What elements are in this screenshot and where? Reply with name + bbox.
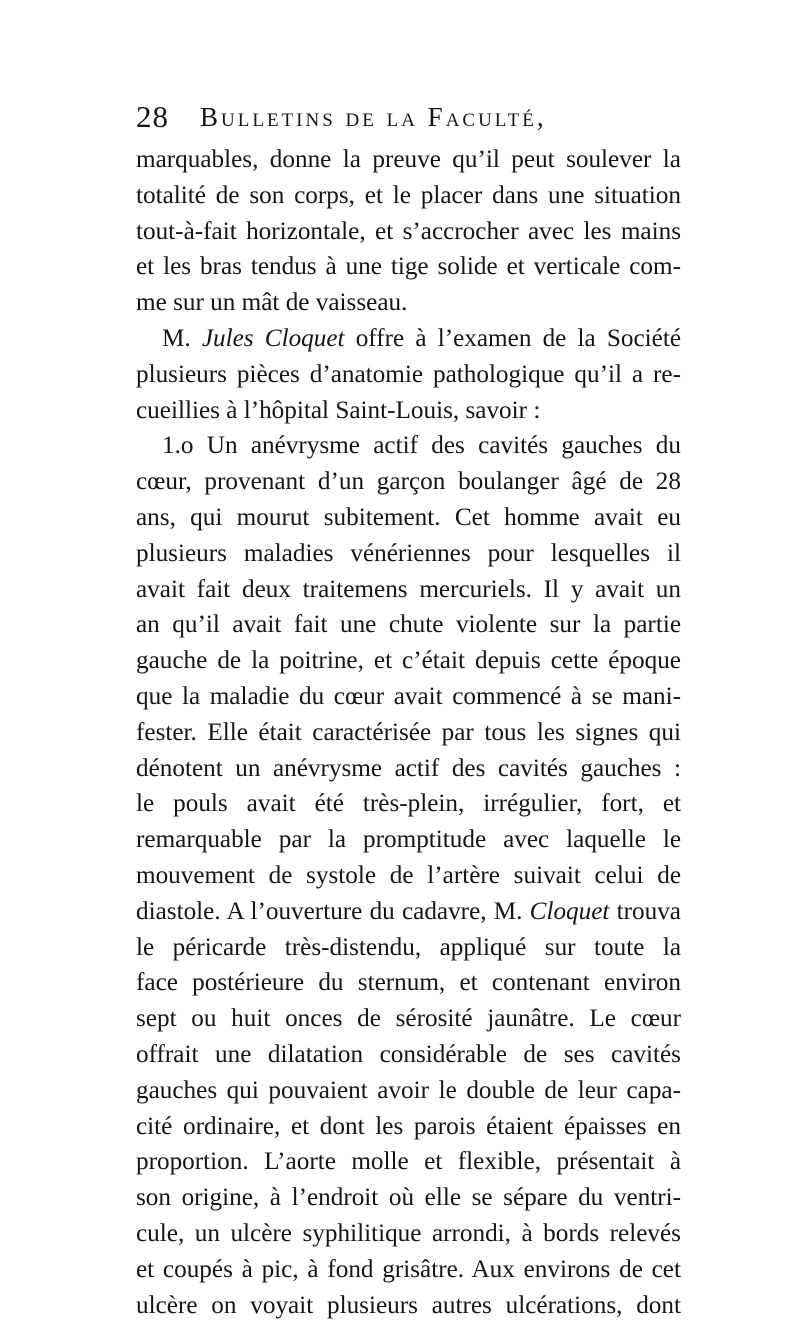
text-line [136,679,681,715]
text-line [136,1144,681,1180]
text-line [136,930,681,966]
page-header [136,97,696,137]
text-line-content: cœur, provenant d’un garçon boulanger âgé de 28 [136,468,681,495]
text-line [136,285,681,321]
text-line-content: fester. Elle était caractérisée par tous les signes qui [136,719,681,746]
text-line-content: gauche de la poitrine, et c’était depuis cette époque [136,647,681,674]
text-line-content: plusieurs pièces d’anatomie pathologique qu’il a re- [136,361,681,388]
text-line-content: et coupés à pic, à fond grisâtre. Aux environs de cet [136,1256,681,1283]
text-line [136,1073,681,1109]
text-line-content: 1.o Un anévrysme actif des cavités gauches du [162,432,681,459]
body-text [136,142,681,1187]
text-line [136,357,681,393]
text-line [136,1109,681,1145]
text-line-suffix: offre à l’examen de la Société [345,325,681,352]
text-line [136,751,681,787]
text-line [136,142,681,178]
text-line [136,214,681,250]
text-line [136,178,681,214]
text-line-content: cueillies à l’hôpital Saint-Louis, savoir : [136,397,540,424]
text-line [136,1252,681,1288]
text-line-content: le péricarde très-distendu, appliqué sur toute la [136,934,681,961]
text-line [136,643,681,679]
text-line [136,894,681,930]
text-line-suffix: trouva [609,898,681,925]
text-line [136,1001,681,1037]
text-line-content: sept ou huit onces de sérosité jaunâtre. Le cœur [136,1005,681,1032]
text-line [136,572,681,608]
text-line-content: face postérieure du sternum, et contenant environ [136,969,681,996]
text-line [136,822,681,858]
text-line [136,393,681,429]
text-line [136,1180,681,1216]
italic-name: Jules Cloquet [202,325,345,352]
text-line-content: an qu’il avait fait une chute violente sur la partie [136,611,681,638]
text-line [136,607,681,643]
running-head: Bulletins de la Faculté, [200,97,547,137]
text-line [136,858,681,894]
text-line-content: offrait une dilatation considérable de ses cavités [136,1041,681,1068]
text-line [136,536,681,572]
text-line-content: totalité de son corps, et le placer dans une situation [136,182,681,209]
text-line-content: son origine, à l’endroit où elle se sépare du ventri- [136,1184,681,1211]
text-line-content: cité ordinaire, et dont les parois étaient épaisses en [136,1113,681,1140]
text-line [136,464,681,500]
text-line [136,500,681,536]
text-line [136,965,681,1001]
text-line-content: marquables, donne la preuve qu’il peut soulever la [136,146,681,173]
text-line-content: mouvement de systole de l’artère suivait celui de [136,862,681,889]
italic-name: Cloquet [530,898,610,925]
text-line-content: dénotent un anévrysme actif des cavités gauches : [136,755,681,782]
text-line-content: tout-à-fait horizontale, et s’accrocher avec les mains [136,218,681,245]
text-line-content: avait fait deux traitemens mercuriels. Il y avait un [136,576,681,603]
text-line-content: cule, un ulcère syphilitique arrondi, à bords relevés [136,1220,681,1247]
text-line-prefix: diastole. A l’ouverture du cadavre, M. [136,898,530,925]
text-line-content: ans, qui mourut subitement. Cet homme avait eu [136,504,681,531]
text-line-content: plusieurs maladies vénériennes pour lesquelles il [136,540,681,567]
text-line [136,1216,681,1252]
text-line-content: proportion. L’aorte molle et flexible, présentait à [136,1148,681,1175]
text-line-content: remarquable par la promptitude avec laquelle le [136,826,681,853]
page-number: 28 [136,97,169,137]
text-line-content: et les bras tendus à une tige solide et verticale com- [136,253,681,280]
text-line-content: me sur un mât de vaisseau. [136,289,407,316]
text-line-content: le pouls avait été très-plein, irrégulier, fort, et [136,790,681,817]
text-line [136,321,681,357]
text-line [136,428,681,464]
text-line-prefix: M. [162,325,202,352]
text-line-content: ulcère on voyait plusieurs autres ulcérations, dont [136,1292,681,1319]
text-line [136,1037,681,1073]
text-line-content: que la maladie du cœur avait commencé à se mani- [136,683,681,710]
text-line [136,715,681,751]
text-line [136,1288,681,1323]
text-line-content: gauches qui pouvaient avoir le double de leur capa- [136,1077,681,1104]
text-line [136,249,681,285]
text-line [136,786,681,822]
